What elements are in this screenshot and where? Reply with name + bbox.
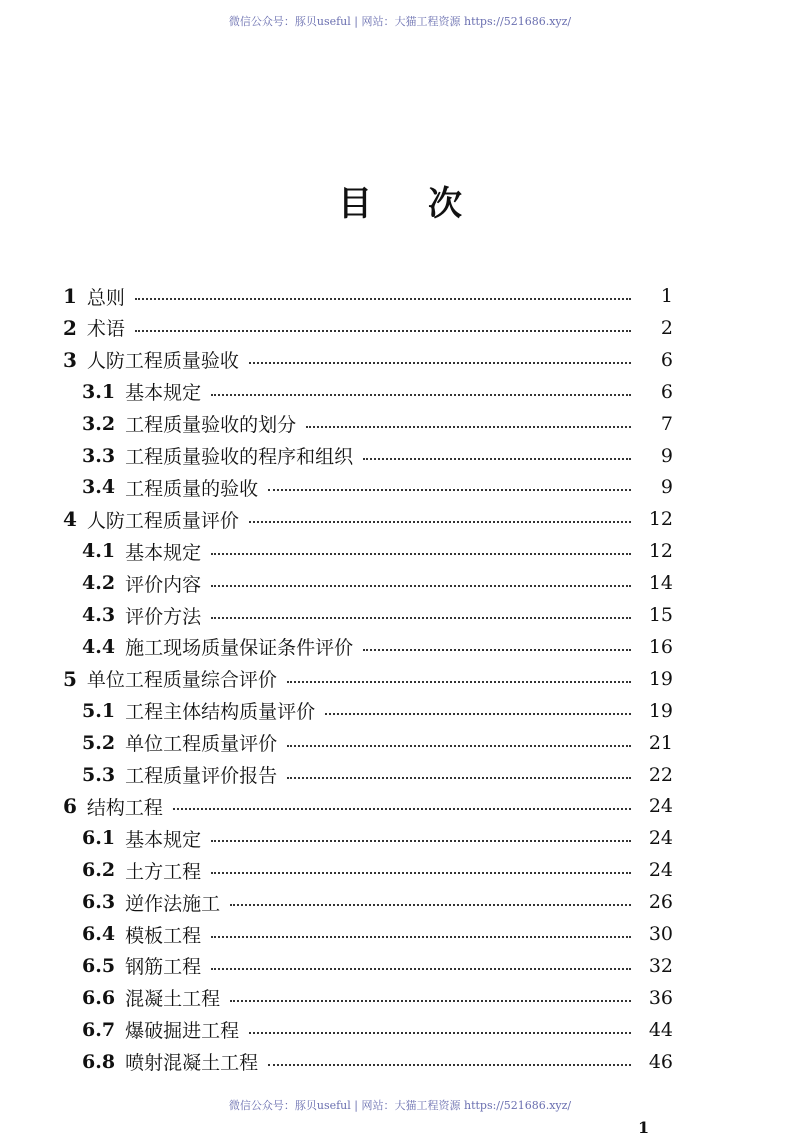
leader-dots: [211, 553, 631, 555]
toc-number: 4.2: [82, 572, 116, 595]
toc-label: 基本规定: [125, 828, 202, 851]
toc-page: 6: [660, 380, 673, 403]
toc-page: 1: [660, 285, 673, 307]
toc-number: 3.3: [82, 444, 116, 467]
page-number: 1: [638, 1118, 650, 1137]
toc-label: 人防工程质量评价: [86, 509, 239, 532]
leader-dots: [363, 458, 631, 460]
toc-label: 施工现场质量保证条件评价: [125, 637, 354, 660]
toc-label: 人防工程质量验收: [86, 350, 239, 373]
toc-entry[interactable]: [63, 313, 673, 343]
leader-dots: [287, 745, 631, 747]
toc-entry[interactable]: [82, 536, 673, 566]
toc-label: 土方工程: [125, 860, 202, 883]
toc-entry[interactable]: [82, 728, 673, 758]
toc-page: 19: [648, 667, 673, 690]
leader-dots: [287, 777, 631, 779]
toc-number: 6.6: [82, 986, 116, 1009]
leader-dots: [249, 1032, 631, 1034]
toc-entry[interactable]: [63, 345, 673, 375]
toc-number: 4: [63, 507, 77, 532]
leader-dots: [211, 872, 631, 874]
toc-label: 工程质量验收的程序和组织: [125, 446, 354, 468]
toc-label: 逆作法施工: [125, 892, 221, 915]
toc-page: 15: [648, 604, 673, 626]
leader-dots: [249, 362, 631, 364]
toc-label: 工程主体结构质量评价: [125, 701, 316, 724]
toc-entry[interactable]: [82, 1047, 673, 1077]
toc-entry[interactable]: [82, 887, 673, 917]
toc-page: 24: [648, 859, 673, 882]
toc-label: 喷射混凝土工程: [125, 1052, 259, 1075]
toc-number: 5.3: [82, 763, 116, 786]
leader-dots: [230, 1000, 631, 1002]
toc-label: 爆破掘进工程: [125, 1020, 240, 1043]
toc-label: 术语: [86, 318, 125, 341]
toc-page: 16: [648, 635, 673, 658]
leader-dots: [211, 936, 631, 938]
toc-entry[interactable]: [82, 919, 673, 949]
toc-page: 22: [648, 763, 673, 786]
toc-number: 6.3: [82, 891, 116, 914]
toc-number: 1: [63, 284, 77, 308]
toc-page: 24: [648, 827, 673, 850]
toc-entry[interactable]: [82, 823, 673, 853]
toc-label: 钢筋工程: [125, 956, 202, 979]
toc-page: 12: [648, 540, 673, 563]
toc-number: 6: [63, 794, 77, 819]
toc-entry[interactable]: [82, 600, 673, 630]
toc-label: 单位工程质量评价: [125, 733, 278, 756]
toc-entry[interactable]: [82, 951, 673, 981]
toc-entry[interactable]: [82, 472, 673, 502]
toc-entry[interactable]: [82, 632, 673, 662]
toc-entry[interactable]: [63, 504, 673, 534]
toc-page: 19: [648, 699, 673, 722]
toc-label: 混凝土工程: [125, 988, 221, 1011]
toc-entry[interactable]: [82, 696, 673, 726]
leader-dots: [211, 968, 631, 970]
toc-page: 9: [660, 444, 673, 467]
toc-label: 工程质量评价报告: [125, 765, 278, 787]
toc-label: 评价内容: [125, 573, 202, 596]
toc-number: 6.2: [82, 859, 116, 882]
toc-label: 基本规定: [125, 382, 202, 405]
toc-number: 5.2: [82, 731, 116, 754]
toc-page: 7: [660, 412, 673, 435]
toc-label: 评价方法: [125, 605, 202, 628]
toc-number: 3.2: [82, 412, 116, 435]
toc-entry[interactable]: [82, 1015, 673, 1045]
toc-number: 2: [63, 315, 77, 340]
toc-label: 基本规定: [125, 541, 202, 564]
toc-page: 21: [648, 731, 673, 754]
toc-page: 36: [648, 986, 673, 1009]
leader-dots: [211, 585, 631, 587]
leader-dots: [268, 1064, 631, 1066]
toc-entry[interactable]: [82, 983, 673, 1013]
toc-page: 12: [648, 508, 673, 531]
leader-dots: [268, 489, 631, 491]
toc-page: 14: [648, 572, 673, 595]
leader-dots: [325, 713, 631, 715]
toc-number: 4.4: [82, 635, 116, 658]
toc-number: 6.4: [82, 923, 116, 945]
leader-dots: [249, 521, 631, 523]
leader-dots: [363, 649, 631, 651]
leader-dots: [287, 681, 631, 683]
toc-number: 3.4: [82, 476, 116, 499]
toc-number: 6.1: [82, 827, 116, 850]
toc-entry[interactable]: [63, 664, 673, 694]
toc-entry[interactable]: [82, 441, 673, 471]
toc-page: 9: [660, 476, 673, 499]
toc-number: 4.3: [82, 604, 116, 626]
toc-number: 5.1: [82, 699, 116, 722]
page-title: [0, 176, 800, 225]
toc-number: 4.1: [82, 540, 116, 563]
toc-entry[interactable]: [63, 281, 673, 311]
watermark-bottom: 微信公众号：豚贝useful | 网站：大猫工程资源 https://521686.xyz/: [228, 1099, 572, 1112]
toc-entry[interactable]: [82, 409, 673, 439]
toc-number: 3: [63, 347, 77, 372]
toc-entry[interactable]: [82, 855, 673, 885]
toc-page: 26: [648, 891, 673, 914]
toc-number: 6.7: [82, 1018, 116, 1041]
toc-page: 24: [648, 795, 673, 818]
toc-page: 6: [660, 348, 673, 371]
leader-dots: [306, 426, 631, 428]
toc-entry[interactable]: [82, 568, 673, 598]
toc-page: 46: [648, 1050, 673, 1073]
toc-entry[interactable]: [82, 377, 673, 407]
title-char: 次: [428, 184, 462, 224]
watermark-top: 微信公众号：豚贝useful | 网站：大猫工程资源 https://521686.xyz/: [228, 15, 572, 28]
toc-number: 5: [63, 666, 77, 691]
toc-page: 2: [660, 316, 673, 339]
toc-label: 工程质量的验收: [125, 477, 259, 500]
toc-label: 工程质量验收的划分: [125, 414, 297, 437]
leader-dots: [230, 904, 631, 906]
toc-label: 结构工程: [86, 796, 163, 819]
toc-page: 44: [648, 1018, 673, 1041]
leader-dots: [135, 298, 631, 300]
leader-dots: [173, 808, 631, 810]
title-char: 目: [338, 184, 372, 224]
toc-label: 总则: [86, 286, 125, 309]
toc-number: 6.5: [82, 954, 116, 977]
leader-dots: [211, 840, 631, 842]
toc-page: 30: [648, 923, 673, 945]
leader-dots: [211, 617, 631, 619]
toc-label: 单位工程质量综合评价: [86, 669, 277, 692]
toc-label: 模板工程: [125, 924, 202, 947]
toc-number: 6.8: [82, 1050, 116, 1073]
toc-entry[interactable]: [82, 760, 673, 790]
leader-dots: [135, 330, 631, 332]
toc-entry[interactable]: [63, 791, 673, 821]
toc-page: 32: [648, 954, 673, 977]
leader-dots: [211, 394, 631, 396]
toc-number: 3.1: [82, 380, 116, 403]
